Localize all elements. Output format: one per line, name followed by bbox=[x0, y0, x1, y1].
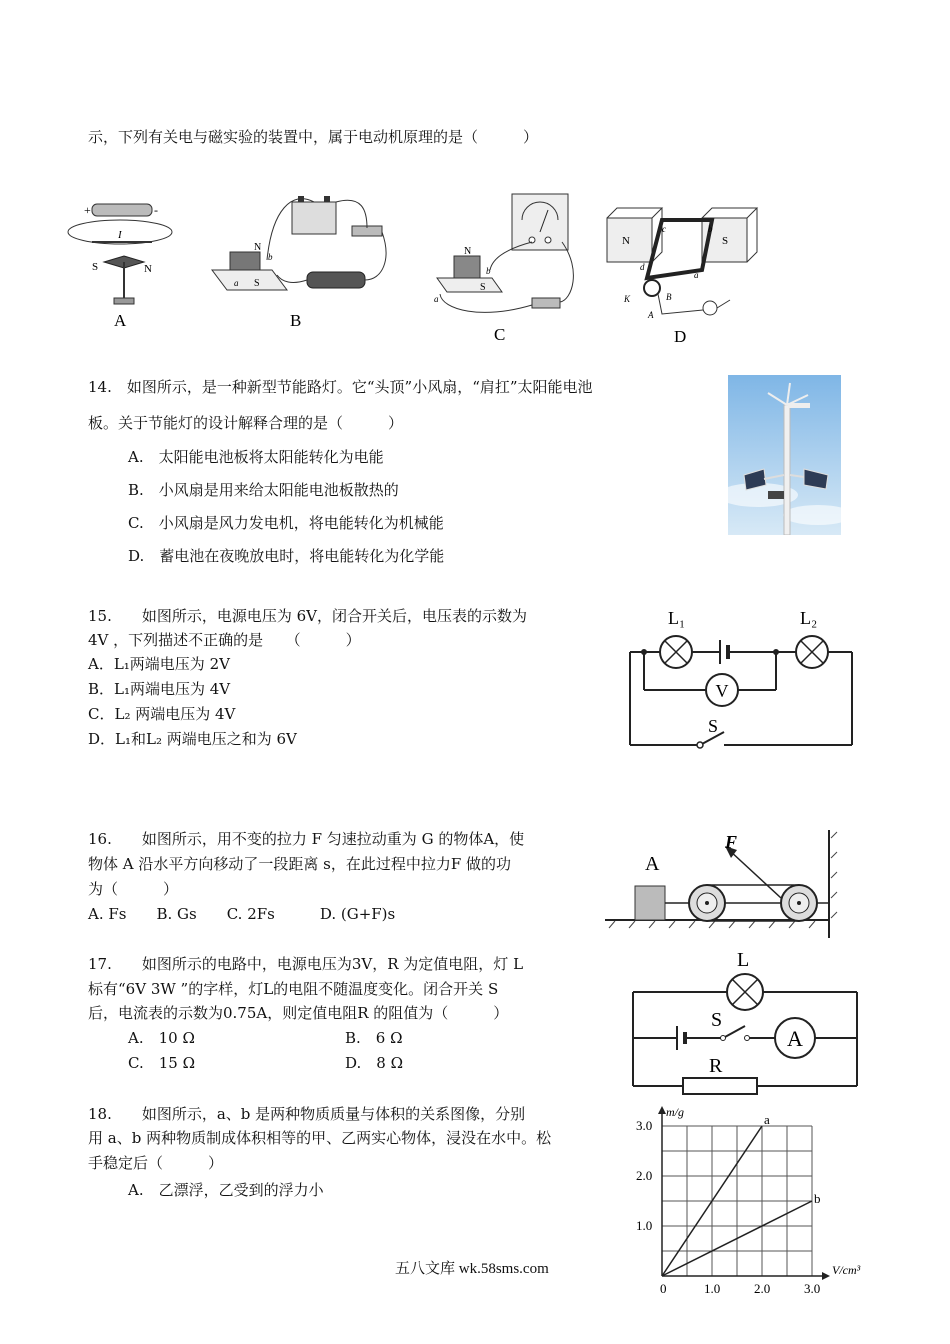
q18-line1: 18. 如图所示，a、b 是两种物质质量与体积的关系图像，分别 bbox=[88, 1105, 526, 1123]
series-label-a: a bbox=[764, 1112, 770, 1127]
q16-line3: 为（ ） bbox=[88, 880, 179, 898]
q14-line1: 14. 如图所示，是一种新型节能路灯。它“头顶”小风扇，“肩扛”太阳能电池 bbox=[88, 378, 593, 396]
circuit-label-s: S bbox=[708, 716, 719, 736]
fig-b-b: b bbox=[268, 252, 273, 262]
circuit-label-r: R bbox=[709, 1055, 723, 1077]
q14-option-c: C. 小风扇是风力发电机，将电能转化为机械能 bbox=[128, 514, 444, 532]
series-label-b: b bbox=[814, 1191, 821, 1206]
q18-line3: 手稳定后（ ） bbox=[88, 1154, 224, 1172]
q16-pulley-figure bbox=[605, 828, 840, 940]
figure-a bbox=[68, 203, 172, 330]
q15-circuit bbox=[620, 600, 860, 755]
fig-c-a: a bbox=[434, 294, 439, 304]
q14-option-b: B. 小风扇是用来给太阳能电池板散热的 bbox=[128, 481, 399, 499]
q14-option-d: D. 蓄电池在夜晚放电时，将电能转化为化学能 bbox=[128, 547, 445, 565]
q15-option-d: D．L₁和L₂ 两端电压之和为 6V bbox=[88, 730, 297, 748]
circuit-label-l2: L₂ bbox=[800, 608, 818, 628]
fig-a-n: N bbox=[144, 263, 152, 275]
fig-c-b: b bbox=[486, 266, 491, 276]
q17-line3: 后，电流表的示数为0.75A，则定值电阻R 的阻值为（ ） bbox=[88, 1004, 509, 1022]
q17-circuit bbox=[625, 948, 865, 1096]
q18-line2: 用 a、b 两种物质制成体积相等的甲、乙两实心物体，浸没在水中。松 bbox=[88, 1129, 552, 1147]
fig-d-n: N bbox=[622, 235, 630, 247]
q17-option-b: B. 6 Ω bbox=[345, 1029, 403, 1047]
x-axis-arrow bbox=[822, 1272, 830, 1280]
circuit-label-s: S bbox=[711, 1009, 723, 1031]
y-tick-label: 3.0 bbox=[636, 1118, 653, 1133]
circuit-label-v: V bbox=[715, 681, 729, 701]
q15-line1: 15. 如图所示，电源电压为 6V，闭合开关后，电压表的示数为 bbox=[88, 607, 528, 625]
mass-volume-chart bbox=[628, 1100, 878, 1344]
circuit-label-l1: L₁ bbox=[668, 608, 686, 628]
fig-b-s: S bbox=[254, 278, 260, 289]
q16-line2: 物体 A 沿水平方向移动了一段距离 s，在此过程中拉力F 做的功 bbox=[88, 855, 512, 873]
q16-options: A. Fs B. Gs C. 2Fs D. (G+F)s bbox=[88, 905, 396, 923]
figure-d bbox=[607, 208, 757, 346]
fig-d-c: c bbox=[662, 224, 666, 234]
q14-option-a: A. 太阳能电池板将太阳能转化为电能 bbox=[128, 448, 384, 466]
fig-b-a: a bbox=[234, 278, 239, 288]
figure-c bbox=[434, 194, 573, 344]
figure-label-b: B bbox=[290, 311, 302, 330]
q17-line1: 17. 如图所示的电路中，电源电压为3V，R 为定值电阻，灯 L bbox=[88, 955, 524, 973]
y-tick-label: 2.0 bbox=[636, 1168, 653, 1183]
q17-line2: 标有“6V 3W ”的字样，灯L的电阻不随温度变化。闭合开关 S bbox=[88, 980, 499, 998]
footer-watermark: 五八文库 wk.58sms.com bbox=[395, 1261, 549, 1277]
figure-b bbox=[212, 196, 386, 330]
circuit-label-l: L bbox=[737, 949, 750, 971]
q17-option-d: D. 8 Ω bbox=[345, 1054, 404, 1072]
switch-icon bbox=[725, 1026, 745, 1037]
x-tick-label: 0 bbox=[660, 1281, 667, 1296]
q15-option-b: B．L₁两端电压为 4V bbox=[88, 680, 231, 698]
figure-label-a: A bbox=[114, 311, 127, 330]
fig-d-d: d bbox=[640, 262, 645, 272]
y-axis-label: m/g bbox=[666, 1105, 684, 1119]
fig-label-a: A bbox=[645, 853, 660, 875]
q17-option-c: C. 15 Ω bbox=[128, 1054, 196, 1072]
x-tick-label: 3.0 bbox=[804, 1281, 821, 1296]
x-tick-label: 1.0 bbox=[704, 1281, 721, 1296]
q14-line2: 板。关于节能灯的设计解释合理的是（ ） bbox=[88, 414, 404, 432]
q15-option-a: A．L₁两端电压为 2V bbox=[88, 655, 230, 673]
fig-d-k: K bbox=[624, 294, 631, 304]
q15-option-c: C．L₂ 两端电压为 4V bbox=[88, 705, 236, 723]
fig-d-a: a bbox=[694, 270, 699, 280]
fig-c-s: S bbox=[480, 282, 486, 293]
fig-d-b2: B bbox=[666, 292, 672, 302]
x-axis-label: V/cm³ bbox=[832, 1263, 861, 1277]
figure-label-c: C bbox=[494, 325, 506, 344]
q18-option-a: A. 乙漂浮，乙受到的浮力小 bbox=[128, 1181, 324, 1199]
q15-line2: 4V ，下列描述不正确的是 （ ） bbox=[88, 631, 361, 649]
resistor-icon bbox=[683, 1078, 757, 1094]
q13-intro: 示，下列有关电与磁实验的装置中，属于电动机原理的是（ ） bbox=[88, 128, 539, 146]
y-axis-arrow bbox=[658, 1106, 666, 1114]
fig-a-plus: + bbox=[84, 203, 91, 217]
q17-option-a: A. 10 Ω bbox=[128, 1029, 195, 1047]
street-light-photo bbox=[728, 375, 841, 535]
fig-a-minus: - bbox=[154, 203, 158, 217]
q13-figures bbox=[62, 190, 772, 350]
fig-d-a2: A bbox=[648, 310, 654, 320]
fig-d-b: b bbox=[708, 224, 713, 234]
fig-a-current: I bbox=[118, 229, 122, 241]
x-tick-label: 2.0 bbox=[754, 1281, 771, 1296]
fig-c-n: N bbox=[464, 246, 472, 257]
y-tick-label: 1.0 bbox=[636, 1218, 653, 1233]
q16-line1: 16. 如图所示，用不变的拉力 F 匀速拉动重为 G 的物体A，使 bbox=[88, 830, 525, 848]
fig-d-s: S bbox=[722, 235, 729, 247]
figure-label-d: D bbox=[674, 327, 687, 346]
fig-b-n: N bbox=[254, 242, 262, 253]
circuit-label-a: A bbox=[787, 1026, 803, 1051]
fig-label-f: F bbox=[725, 832, 738, 852]
fig-a-s: S bbox=[92, 261, 99, 273]
